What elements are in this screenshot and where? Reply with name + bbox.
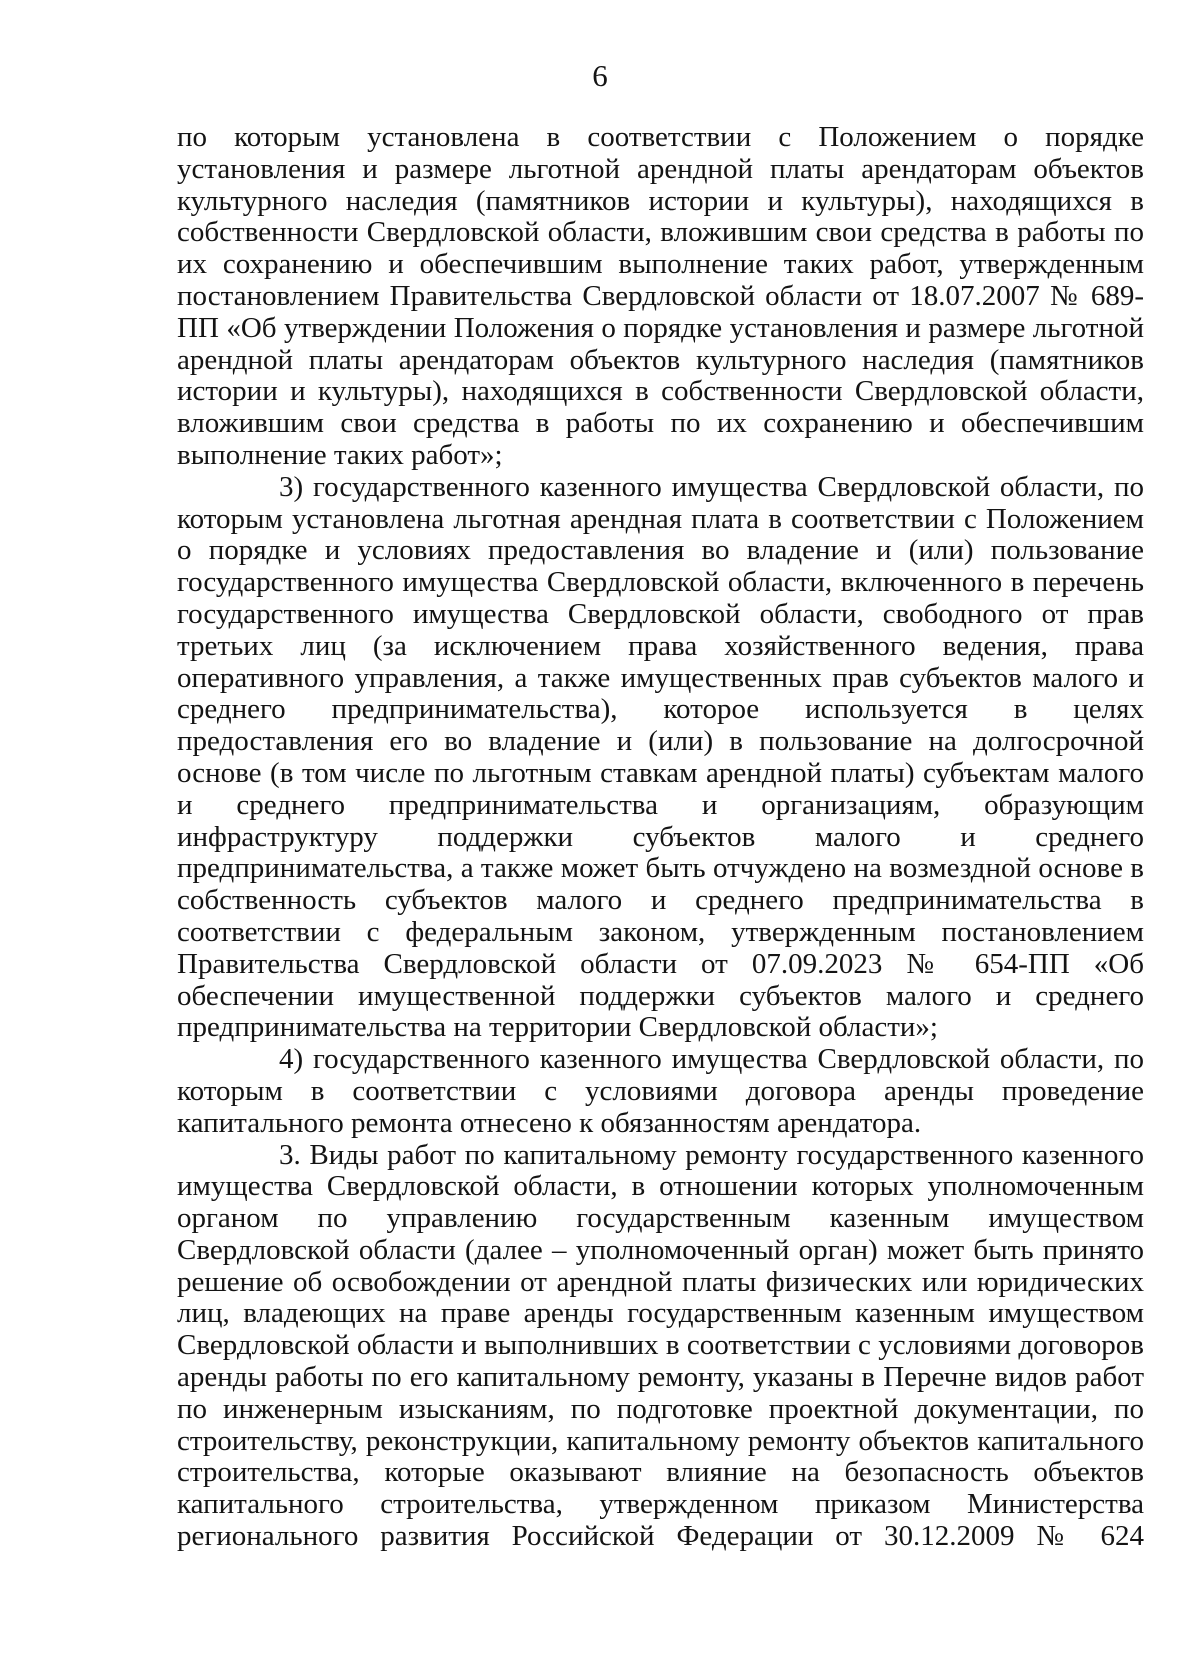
paragraph-item-4: 4) государственного казенного имущества Свердловской области, по которым в соответствии с условиями договора аренды проведение капитального ремонта отнесено к обязанностям арендатора. — [177, 1043, 1144, 1139]
paragraph-continuation: по которым установлена в соответствии с Положением о порядке установления и размере льготной арендной платы арендаторам объектов культурного наследия (памятников истории и культуры), находящихся в собственности Свердловской области, вложившим свои средства в работы по их сохранению и обеспечившим выполнение таких работ, утвержденным постановлением Правительства Свердловской области от 18.07.2007 № 689-ПП «Об утверждении Положения о порядке установления и размере льготной арендной платы арендаторам объектов культурного наследия (памятников истории и культуры), находящихся в собственности Свердловской области, вложившим свои средства в работы по их сохранению и обеспечившим выполнение таких работ»; — [177, 121, 1144, 471]
document-body — [177, 122, 1144, 1553]
paragraph-section-3: 3. Виды работ по капитальному ремонту государственного казенного имущества Свердловской области, в отношении которых уполномоченным органом по управлению государственным казенным имуществом Свердловской области (далее – уполномоченный орган) может быть принято решение об освобождении от арендной платы физических или юридических лиц, владеющих на праве аренды государственным казенным имуществом Свердловской области и выполнивших в соответствии с условиями договоров аренды работы по его капитальному ремонту, указаны в Перечне видов работ по инженерным изысканиям, по подготовке проектной документации, по строительству, реконструкции, капитальному ремонту объектов капитального строительства, которые оказывают влияние на безопасность объектов капитального строительства, утвержденном приказом Министерства регионального развития Российской Федерации от 30.12.2009 № 624 — [177, 1138, 1144, 1553]
paragraph-item-3: 3) государственного казенного имущества Свердловской области, по которым установлена льготная арендная плата в соответствии с Положением о порядке и условиях предоставления во владение и (или) пользование государственного имущества Свердловской области, включенного в перечень государственного имущества Свердловской области, свободного от прав третьих лиц (за исключением права хозяйственного ведения, права оперативного управления, а также имущественных прав субъектов малого и среднего предпринимательства), которое используется в целях предоставления его во владение и (или) в пользование на долгосрочной основе (в том числе по льготным ставкам арендной платы) субъектам малого и среднего предпринимательства и организациям, образующим инфраструктуру поддержки субъектов малого и среднего предпринимательства, а также может быть отчуждено на возмездной основе в собственность субъектов малого и среднего предпринимательства в соответствии с федеральным законом, утвержденным постановлением Правительства Свердловской области от 07.09.2023 № 654-ПП «Об обеспечении имущественной поддержки субъектов малого и среднего предпринимательства на территории Свердловской области»; — [177, 470, 1144, 1044]
page-number: 6 — [592, 58, 608, 93]
